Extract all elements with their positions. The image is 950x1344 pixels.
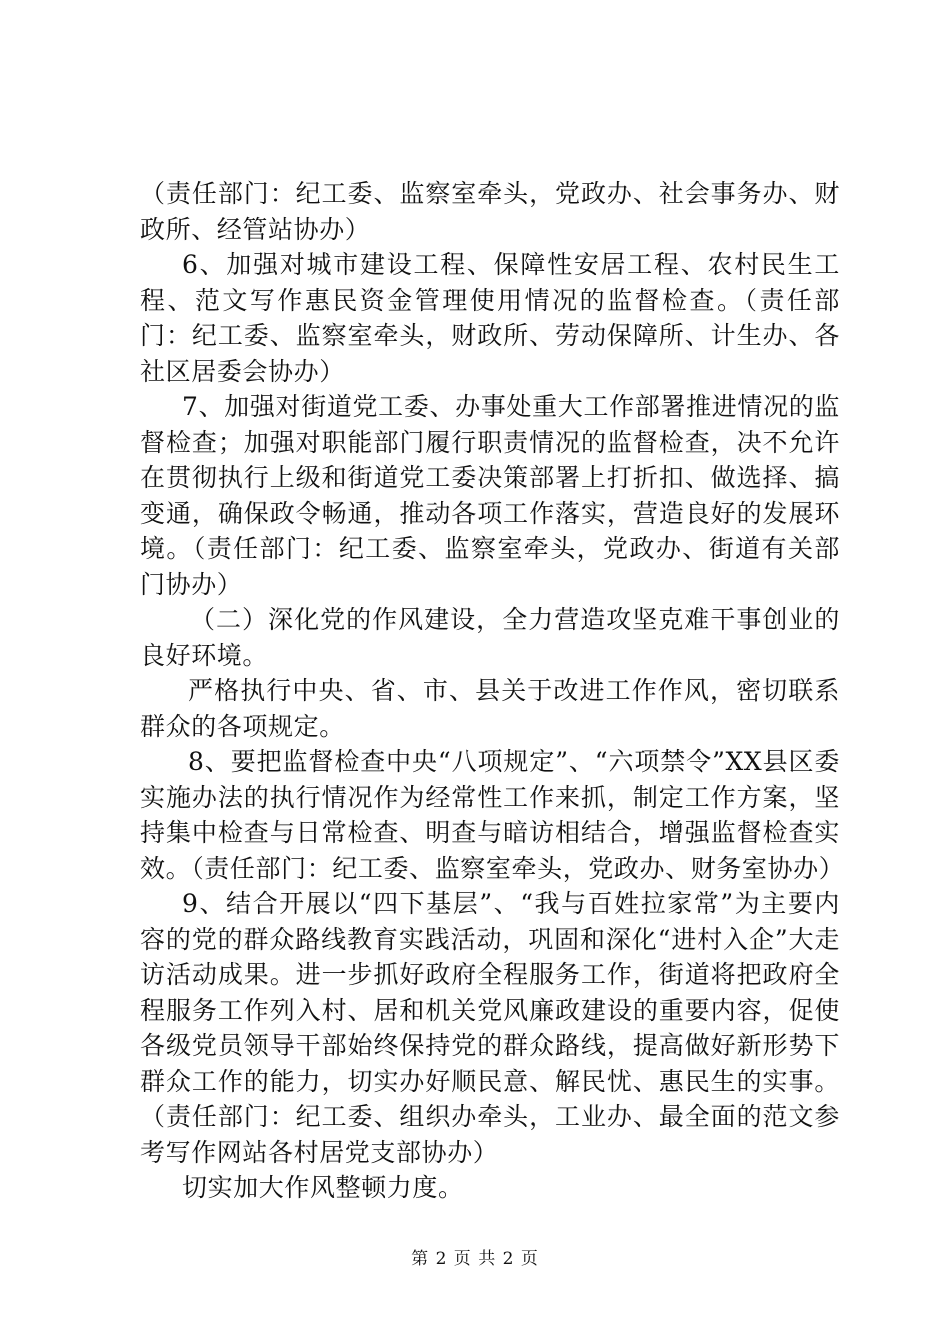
paragraph-responsibility-1: （责任部门：纪工委、监察室牵头，党政办、社会事务办、财政所、经管站协办） — [140, 179, 840, 244]
paragraph-item-8: 8、要把监督检查中央“八项规定”、“六项禁令”XX县区委实施办法的执行情况作为经常性工作来抓，制定工作方案，坚持集中检查与日常检查、明查与暗访相结合，增强监督检查实效。（责任部门：纪工委、监察室牵头，党政办、财务室协办） — [140, 747, 845, 883]
paragraph-regulations: 严格执行中央、省、市、县关于改进工作作风，密切联系群众的各项规定。 — [140, 676, 840, 741]
paragraph-item-9: 9、结合开展以“四下基层”、“我与百姓拉家常”为主要内容的党的群众路线教育实践活动，巩固和深化“进村入企”大走访活动成果。进一步抓好政府全程服务工作，街道将把政府全程服务工作列入村、居和机关党风廉政建设的重要内容，促使各级党员领导干部始终保持党的群众路线，提高做好新形势下群众工作的能力，切实办好顺民意、解民忧、惠民生的实事。（责任部门：纪工委、组织办牵头，工业办、最全面的范文参考写作网站各村居党支部协办） — [140, 889, 840, 1167]
page-footer: 第 2 页 共 2 页 — [411, 1249, 539, 1269]
section-heading-2: （二）深化党的作风建设，全力营造攻坚克难干事创业的良好环境。 — [140, 605, 840, 670]
paragraph-closing: 切实加大作风整顿力度。 — [182, 1173, 464, 1202]
paragraph-item-7: 7、加强对街道党工委、办事处重大工作部署推进情况的监督检查；加强对职能部门履行职责情况的监督检查，决不允许在贯彻执行上级和街道党工委决策部署上打折扣、做选择、搞变通，确保政令畅通，推动各项工作落实，营造良好的发展环境。（责任部门：纪工委、监察室牵头，党政办、街道有关部门协办） — [140, 392, 840, 599]
paragraph-item-6: 6、加强对城市建设工程、保障性安居工程、农村民生工程、范文写作惠民资金管理使用情况的监督检查。（责任部门：纪工委、监察室牵头，财政所、劳动保障所、计生办、各社区居委会协办） — [140, 250, 840, 386]
document-body — [140, 176, 845, 1206]
